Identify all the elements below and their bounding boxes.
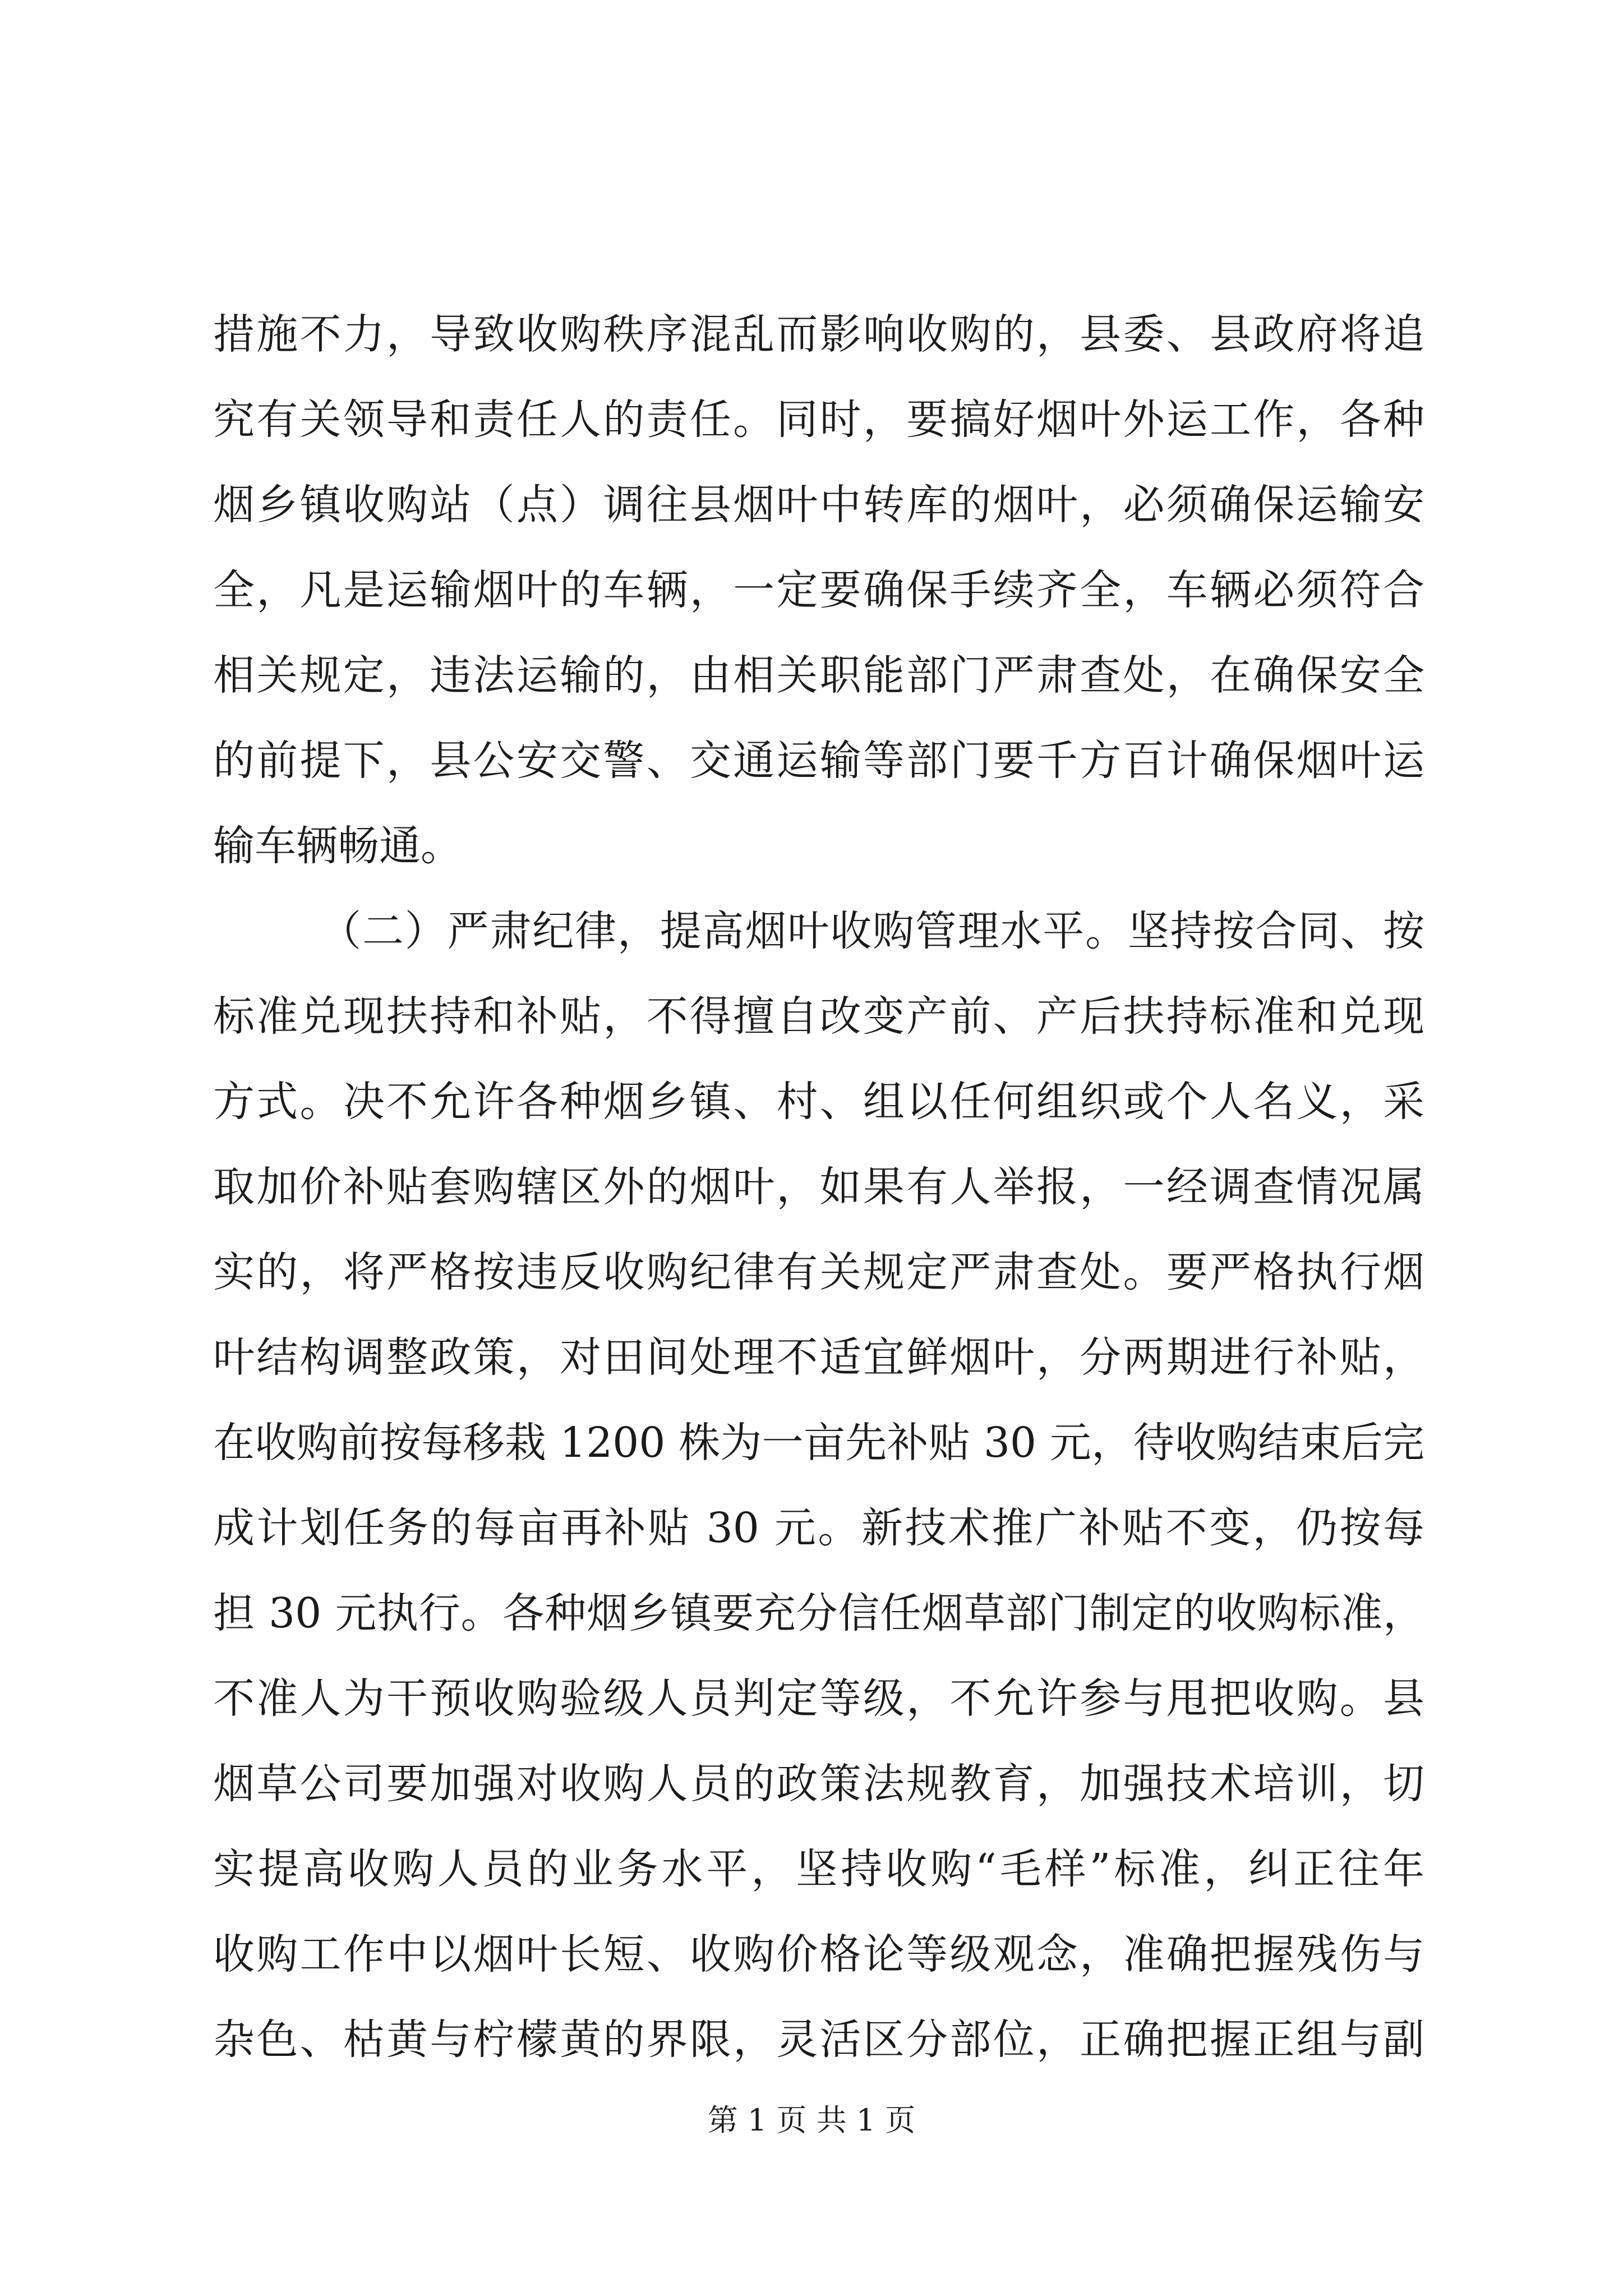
text-line: 究有关领导和责任人的责任。同时，要搞好烟叶外运工作，各种	[213, 395, 1424, 444]
document-body	[213, 292, 1424, 2082]
text-line: （二）严肃纪律，提高烟叶收购管理水平。坚持按合同、按	[320, 907, 1424, 955]
text-line: 不准人为干预收购验级人员判定等级，不允许参与甩把收购。县	[213, 1674, 1424, 1723]
text-line: 收购工作中以烟叶长短、收购价格论等级观念，准确把握残伤与	[213, 1930, 1424, 1978]
text-line: 输车辆畅通。	[213, 822, 462, 870]
text-line: 烟乡镇收购站（点）调往县烟叶中转库的烟叶，必须确保运输安	[213, 481, 1424, 529]
text-line: 全，凡是运输烟叶的车辆，一定要确保手续齐全，车辆必须符合	[213, 566, 1424, 614]
text-line: 在收购前按每移栽 1200 株为一亩先补贴 30 元，待收购结束后完	[213, 1419, 1424, 1467]
text-line: 叶结构调整政策，对田间处理不适宜鲜烟叶，分两期进行补贴，	[213, 1333, 1424, 1382]
text-line: 方式。决不允许各种烟乡镇、村、组以任何组织或个人名义，采	[213, 1078, 1424, 1126]
page-footer: 第 1 页 共 1 页	[707, 2102, 916, 2138]
text-line: 标准兑现扶持和补贴，不得擅自改变产前、产后扶持标准和兑现	[213, 992, 1424, 1041]
text-line: 成计划任务的每亩再补贴 30 元。新技术推广补贴不变，仍按每	[213, 1504, 1424, 1552]
text-line: 措施不力，导致收购秩序混乱而影响收购的，县委、县政府将追	[213, 310, 1424, 358]
paragraph	[213, 889, 1424, 2082]
text-line: 相关规定，违法运输的，由相关职能部门严肃查处，在确保安全	[213, 651, 1424, 700]
text-line: 的前提下，县公安交警、交通运输等部门要千方百计确保烟叶运	[213, 737, 1424, 785]
text-line: 杂色、枯黄与柠檬黄的界限，灵活区分部位，正确把握正组与副	[213, 2016, 1424, 2064]
text-line: 取加价补贴套购辖区外的烟叶，如果有人举报，一经调查情况属	[213, 1163, 1424, 1211]
text-line: 担 30 元执行。各种烟乡镇要充分信任烟草部门制定的收购标准，	[213, 1589, 1424, 1637]
paragraph	[213, 292, 1424, 889]
text-line: 烟草公司要加强对收购人员的政策法规教育，加强技术培训，切	[213, 1760, 1424, 1808]
text-line: 实的，将严格按违反收购纪律有关规定严肃查处。要严格执行烟	[213, 1248, 1424, 1296]
text-line: 实提高收购人员的业务水平，坚持收购“毛样”标准，纠正往年	[213, 1845, 1424, 1893]
